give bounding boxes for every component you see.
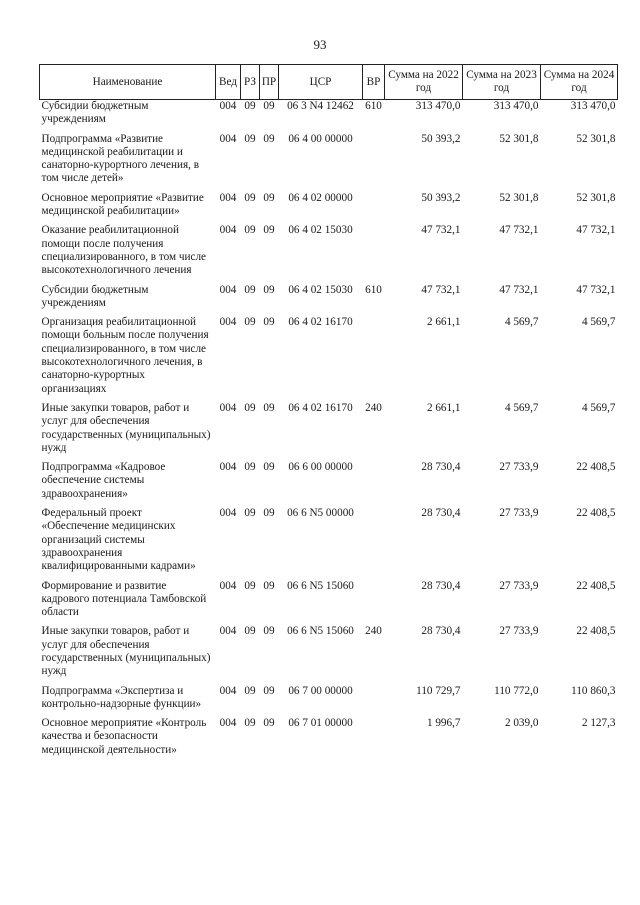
table-row <box>40 507 618 579</box>
budget-table <box>39 64 618 763</box>
cell-csr: 06 4 00 00000 <box>288 132 353 145</box>
cell-sum-2022: 50 393,2 <box>421 191 461 204</box>
cell-sum-2023: 4 569,7 <box>504 401 539 414</box>
header-sum-2024: Сумма на 2024 год <box>541 65 618 100</box>
table-row <box>40 100 618 133</box>
cell-sum-2023: 27 733,9 <box>499 579 539 592</box>
cell-csr: 06 7 00 00000 <box>288 684 353 697</box>
cell-csr: 06 6 N5 00000 <box>287 507 354 520</box>
table-row <box>40 717 618 763</box>
header-sum-2023: Сумма на 2023 год <box>463 65 541 100</box>
cell-sum-2024: 2 127,3 <box>581 717 616 730</box>
cell-pr: 09 <box>263 684 275 697</box>
cell-sum-2022: 110 729,7 <box>416 684 461 697</box>
cell-sum-2023: 52 301,8 <box>499 132 539 145</box>
cell-rz: 09 <box>244 283 256 296</box>
cell-sum-2022: 313 470,0 <box>415 100 461 112</box>
cell-vr <box>363 461 385 507</box>
cell-rz: 09 <box>244 316 256 329</box>
cell-name: Подпрограмма «Кадровое обеспечение системы здравоохранения» <box>41 461 166 500</box>
cell-csr: 06 4 02 00000 <box>288 191 353 204</box>
cell-vr <box>363 224 385 283</box>
cell-sum-2024: 22 408,5 <box>576 625 616 638</box>
cell-name: Основное мероприятие «Контроль качества и безопасности медицинской деятельности» <box>41 717 207 756</box>
cell-ved: 004 <box>219 401 237 414</box>
cell-vr <box>363 133 385 192</box>
cell-sum-2024: 110 860,3 <box>571 684 616 697</box>
cell-vr: 610 <box>365 100 382 112</box>
cell-vr: 240 <box>365 401 382 414</box>
cell-name: Федеральный проект «Обеспечение медицинских организаций системы здравоохранения квалифицированными кадрами» <box>41 507 196 573</box>
cell-sum-2023: 47 732,1 <box>499 224 539 237</box>
table-row <box>40 192 618 225</box>
cell-vr: 610 <box>365 283 382 296</box>
cell-sum-2022: 47 732,1 <box>421 283 461 296</box>
cell-pr: 09 <box>263 316 275 329</box>
cell-csr: 06 6 N5 15060 <box>287 625 354 638</box>
cell-name: Оказание реабилитационной помощи после получения специализированного, в том числе высокотехнологичного лечения <box>41 224 206 277</box>
table-row <box>40 133 618 192</box>
cell-sum-2024: 22 408,5 <box>576 579 616 592</box>
header-sum-2022: Сумма на 2022 год <box>385 65 463 100</box>
header-rz: РЗ <box>241 65 260 100</box>
cell-sum-2023: 4 569,7 <box>504 316 539 329</box>
cell-ved: 004 <box>219 625 237 638</box>
cell-vr <box>363 316 385 402</box>
cell-name: Иные закупки товаров, работ и услуг для обеспечения государственных (муниципальных) нужд <box>41 401 211 454</box>
cell-rz: 09 <box>244 684 256 697</box>
cell-sum-2024: 313 470,0 <box>570 100 616 112</box>
cell-sum-2023: 313 470,0 <box>493 100 539 112</box>
cell-sum-2022: 47 732,1 <box>421 224 461 237</box>
table-row <box>40 625 618 684</box>
cell-sum-2023: 47 732,1 <box>499 283 539 296</box>
cell-name: Основное мероприятие «Развитие медицинской реабилитации» <box>41 191 204 218</box>
cell-rz: 09 <box>244 507 256 520</box>
cell-sum-2024: 47 732,1 <box>576 224 616 237</box>
cell-sum-2022: 2 661,1 <box>426 401 461 414</box>
cell-ved: 004 <box>219 132 237 145</box>
cell-csr: 06 4 02 15030 <box>288 224 353 237</box>
cell-pr: 09 <box>263 579 275 592</box>
cell-sum-2023: 27 733,9 <box>499 461 539 474</box>
cell-rz: 09 <box>244 224 256 237</box>
cell-ved: 004 <box>219 283 237 296</box>
cell-pr: 09 <box>263 717 275 730</box>
cell-pr: 09 <box>263 283 275 296</box>
table-row <box>40 402 618 461</box>
cell-csr: 06 4 02 16170 <box>288 316 353 329</box>
cell-ved: 004 <box>219 191 237 204</box>
cell-rz: 09 <box>244 579 256 592</box>
cell-pr: 09 <box>263 191 275 204</box>
cell-vr <box>363 580 385 626</box>
cell-name: Иные закупки товаров, работ и услуг для обеспечения государственных (муниципальных) нужд <box>41 625 211 678</box>
header-csr: ЦСР <box>279 65 363 100</box>
cell-ved: 004 <box>219 224 237 237</box>
cell-name: Субсидии бюджетным учреждениям <box>41 283 149 309</box>
cell-rz: 09 <box>244 401 256 414</box>
table-body <box>40 100 618 764</box>
cell-rz: 09 <box>244 132 256 145</box>
cell-ved: 004 <box>219 579 237 592</box>
cell-sum-2024: 52 301,8 <box>576 191 616 204</box>
cell-sum-2024: 47 732,1 <box>576 283 616 296</box>
header-pr: ПР <box>260 65 279 100</box>
cell-pr: 09 <box>263 132 275 145</box>
table-row <box>40 461 618 507</box>
cell-name: Формирование и развитие кадрового потенциала Тамбовской области <box>41 579 207 619</box>
cell-pr: 09 <box>263 461 275 474</box>
cell-sum-2022: 28 730,4 <box>421 579 461 592</box>
cell-sum-2022: 2 661,1 <box>426 316 461 329</box>
cell-ved: 004 <box>219 461 237 474</box>
cell-sum-2023: 27 733,9 <box>499 507 539 520</box>
header-name: Наименование <box>40 65 216 100</box>
cell-sum-2022: 28 730,4 <box>421 461 461 474</box>
cell-csr: 06 3 N4 12462 <box>287 100 354 112</box>
cell-sum-2023: 27 733,9 <box>499 625 539 638</box>
cell-vr <box>363 685 385 718</box>
cell-ved: 004 <box>219 684 237 697</box>
cell-name: Организация реабилитационной помощи больным после получения специализированного, в том числе высокотехнологичного лечения, в санаторно-курортных организациях <box>41 316 209 395</box>
cell-pr: 09 <box>263 401 275 414</box>
cell-sum-2022: 1 996,7 <box>426 717 461 730</box>
cell-rz: 09 <box>244 717 256 730</box>
cell-sum-2022: 28 730,4 <box>421 625 461 638</box>
cell-csr: 06 6 N5 15060 <box>287 579 354 592</box>
cell-vr: 240 <box>365 625 382 638</box>
cell-pr: 09 <box>263 224 275 237</box>
cell-sum-2024: 22 408,5 <box>576 507 616 520</box>
cell-sum-2024: 4 569,7 <box>581 316 616 329</box>
cell-pr: 09 <box>263 625 275 638</box>
cell-sum-2024: 22 408,5 <box>576 461 616 474</box>
cell-sum-2024: 4 569,7 <box>581 401 616 414</box>
cell-sum-2022: 50 393,2 <box>421 132 461 145</box>
table-row <box>40 316 618 402</box>
cell-csr: 06 6 00 00000 <box>288 461 353 474</box>
table-row <box>40 580 618 626</box>
cell-sum-2022: 28 730,4 <box>421 507 461 520</box>
cell-ved: 004 <box>219 507 237 520</box>
cell-rz: 09 <box>244 625 256 638</box>
cell-name: Подпрограмма «Развитие медицинской реабилитации и санаторно-курортного лечения, в том числе детей» <box>41 132 199 185</box>
cell-ved: 004 <box>219 717 237 730</box>
header-ved: Вед <box>216 65 241 100</box>
cell-rz: 09 <box>244 100 256 112</box>
cell-csr: 06 4 02 15030 <box>288 283 353 296</box>
cell-name: Субсидии бюджетным учреждениям <box>41 100 149 126</box>
header-vr: ВР <box>363 65 385 100</box>
cell-sum-2024: 52 301,8 <box>576 132 616 145</box>
cell-vr <box>363 192 385 225</box>
cell-sum-2023: 2 039,0 <box>504 717 539 730</box>
cell-rz: 09 <box>244 191 256 204</box>
cell-ved: 004 <box>219 316 237 329</box>
cell-pr: 09 <box>263 100 275 112</box>
cell-rz: 09 <box>244 461 256 474</box>
cell-csr: 06 7 01 00000 <box>288 717 353 730</box>
cell-csr: 06 4 02 16170 <box>288 401 353 414</box>
cell-sum-2023: 110 772,0 <box>494 684 539 697</box>
page-number: 93 <box>313 37 327 52</box>
table-row <box>40 224 618 283</box>
table-row <box>40 685 618 718</box>
table-header-row <box>40 65 618 100</box>
cell-name: Подпрограмма «Экспертиза и контрольно-надзорные функции» <box>41 684 202 710</box>
cell-pr: 09 <box>263 507 275 520</box>
cell-vr <box>363 507 385 579</box>
table-row <box>40 284 618 317</box>
cell-ved: 004 <box>219 100 237 112</box>
cell-vr <box>363 717 385 763</box>
cell-sum-2023: 52 301,8 <box>499 191 539 204</box>
